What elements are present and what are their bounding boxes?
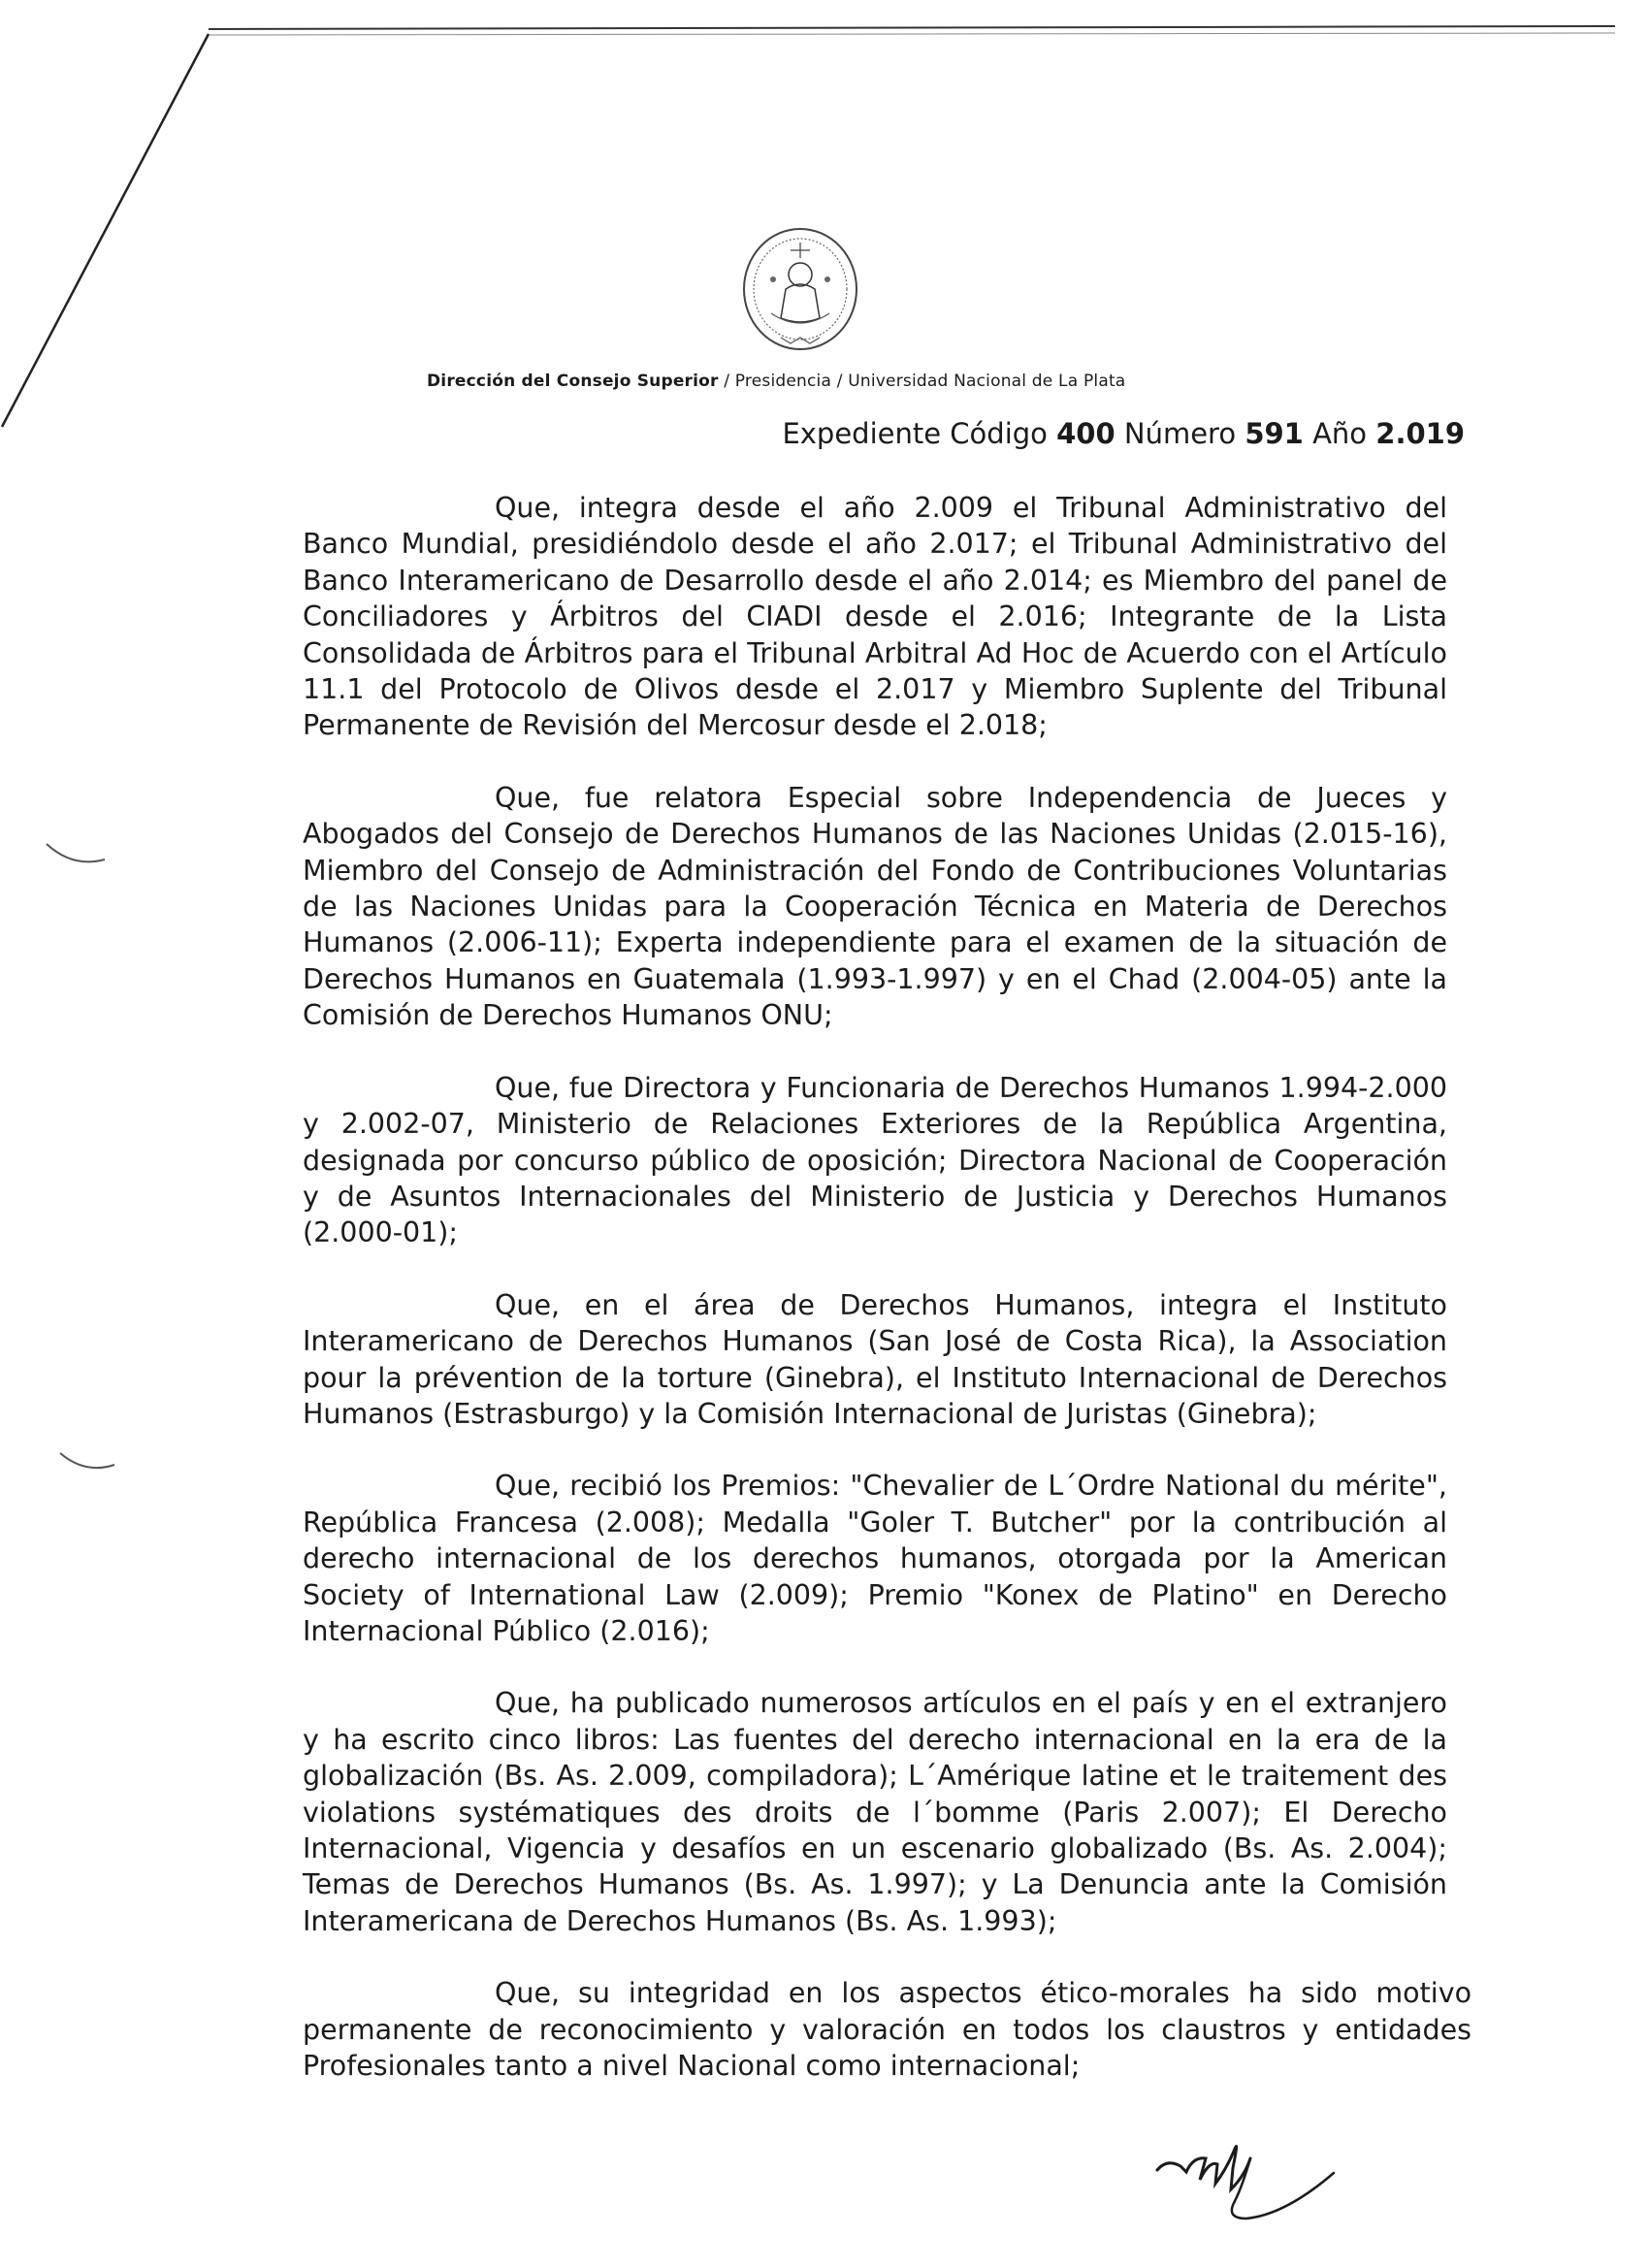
file-number-value: 591: [1245, 417, 1304, 450]
university-seal-icon: [732, 221, 868, 357]
presidency-name: Presidencia: [734, 372, 832, 391]
paragraph-human-rights-institutes: Que, en el área de Derechos Humanos, integra el Instituto Interamericano de Derechos Humanos (San José de Costa Rica), la Association pour la prévention de la torture (Ginebra), el Instituto Internacional de Derechos Humanos (Estrasburgo) y la Comisión Internacional de Juristas (Ginebra);: [303, 1288, 1447, 1430]
punch-hole-mark-lower: [60, 1453, 114, 1468]
paragraph-publications: Que, ha publicado numerosos artículos en el país y en el extranjero y ha escrito cinco libros: Las fuentes del derecho internacional en la era de la globalización (Bs. As. 2.009, compiladora); L´Amérique latine et le traitement des violations systématiques des droits de l´bomme (Paris 2.007); El Derecho Internacional, Vigencia y desafíos en un escenario globalizado (Bs. As. 2.004); Temas de Derechos Humanos (Bs. As. 1.997); y La Denuncia ante la Comisión Interamericana de Derechos Humanos (Bs. As. 1.993);: [303, 1687, 1447, 1937]
file-code-label: Expediente Código: [782, 417, 1048, 450]
file-year-value: 2.019: [1375, 417, 1465, 450]
punch-hole-mark-upper: [47, 844, 105, 861]
file-number-label: Número: [1123, 417, 1237, 450]
document-body: [303, 490, 1471, 2120]
left-fold-line: [2, 34, 209, 427]
top-border-line-thin: [209, 33, 1615, 35]
file-code-value: 400: [1056, 417, 1116, 450]
handwritten-signature-icon: [1149, 2129, 1343, 2236]
file-reference: [776, 417, 1465, 450]
paragraph-tribunals: Que, integra desde el año 2.009 el Tribunal Administrativo del Banco Mundial, presidiéndolo desde el año 2.017; el Tribunal Administrativo del Banco Interamericano de Desarrollo desde el año 2.014; es Miembro del panel de Conciliadores y Árbitros del CIADI desde el 2.016; Integrante de la Lista Consolidada de Árbitros para el Tribunal Arbitral Ad Hoc de Acuerdo con el Artículo 11.1 del Protocolo de Olivos desde el 2.017 y Miembro Suplente del Tribunal Permanente de Revisión del Mercosur desde el 2.018;: [303, 492, 1447, 742]
paragraph-director: Que, fue Directora y Funcionaria de Derechos Humanos 1.994-2.000 y 2.002-07, Ministerio de Relaciones Exteriores de la República Argentina, designada por concurso público de oposición; Directora Nacional de Cooperación y de Asuntos Internacionales del Ministerio de Justicia y Derechos Humanos (2.000-01);: [303, 1071, 1447, 1249]
council-office-name: Dirección del Consejo Superior: [427, 372, 719, 391]
paragraph-awards: Que, recibió los Premios: "Chevalier de L´Ordre National du mérite", República Francesa (2.008); Medalla "Goler T. Butcher" por la contribución al derecho internacional de los derechos humanos, otorgada por la American Society of International Law (2.009); Premio "Konex de Platino" en Derecho Internacional Público (2.016);: [303, 1470, 1447, 1647]
file-year-label: Año: [1312, 417, 1368, 450]
office-header: [427, 372, 1300, 391]
header-separator: /: [718, 372, 735, 391]
university-name: Universidad Nacional de La Plata: [848, 372, 1126, 391]
paragraph-un-rapporteur: Que, fue relatora Especial sobre Independencia de Jueces y Abogados del Consejo de Derechos Humanos de las Naciones Unidas (2.015-16), Miembro del Consejo de Administración del Fondo de Contribuciones Voluntarias de las Naciones Unidas para la Cooperación Técnica en Materia de Derechos Humanos (2.006-11); Experta independiente para el examen de la situación de Derechos Humanos en Guatemala (1.993-1.997) y en el Chad (2.004-05) ante la Comisión de Derechos Humanos ONU;: [303, 781, 1447, 1032]
header-separator: /: [831, 372, 849, 391]
paragraph-integrity: Que, su integridad en los aspectos ético-morales ha sido motivo permanente de reconocimiento y valoración en todos los claustros y entidades Profesionales tanto a nivel Nacional como internacional;: [303, 1977, 1471, 2083]
top-border-line: [209, 26, 1615, 29]
